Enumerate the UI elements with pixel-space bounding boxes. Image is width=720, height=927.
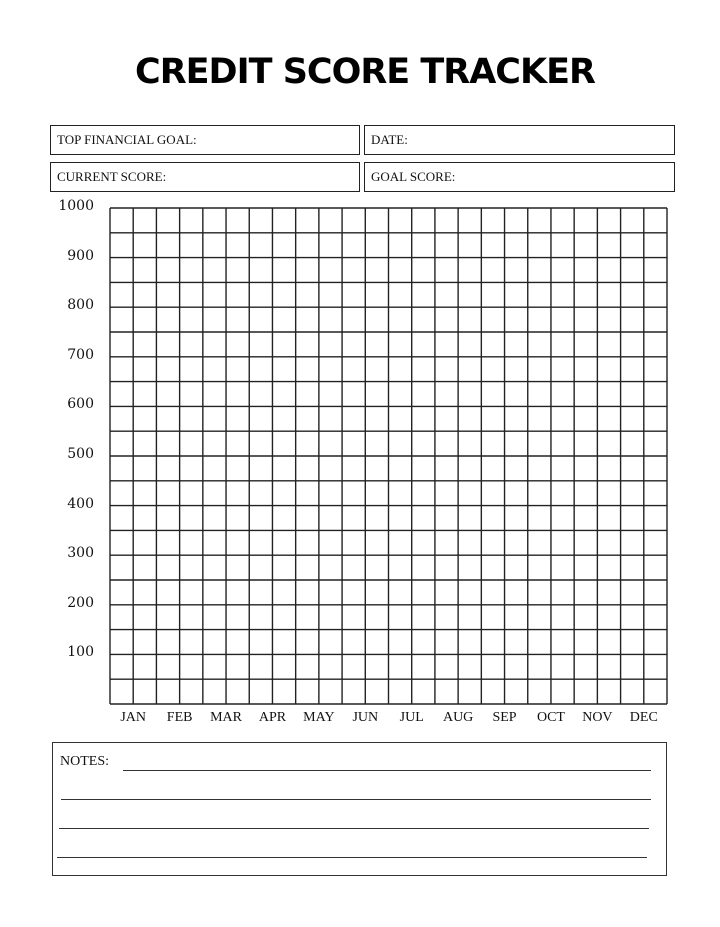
notes-line[interactable]	[57, 857, 647, 858]
y-tick-label: 900	[67, 247, 94, 264]
x-tick-label: MAY	[303, 710, 335, 725]
current-score-label: CURRENT SCORE:	[57, 169, 167, 184]
top-financial-goal-label: TOP FINANCIAL GOAL:	[57, 132, 197, 147]
x-tick-label: APR	[258, 710, 287, 725]
notes-line[interactable]	[123, 770, 651, 771]
x-tick-label: FEB	[166, 710, 193, 725]
y-tick-label: 700	[67, 346, 94, 363]
y-tick-label: 100	[67, 644, 94, 661]
x-tick-label: DEC	[629, 710, 658, 725]
x-tick-label: MAR	[210, 710, 242, 725]
x-tick-label: NOV	[582, 710, 613, 725]
x-tick-label: AUG	[442, 710, 474, 725]
notes-box[interactable]	[52, 742, 667, 876]
goal-score-label: GOAL SCORE:	[371, 169, 456, 184]
y-tick-label: 600	[67, 396, 94, 413]
y-tick-label: 300	[67, 545, 94, 562]
y-tick-label: 500	[67, 446, 94, 462]
x-tick-label: JUL	[399, 710, 424, 725]
y-tick-label: 400	[67, 495, 94, 512]
x-tick-label: JUN	[352, 710, 379, 725]
notes-label: NOTES:	[60, 754, 109, 769]
x-tick-label: OCT	[536, 710, 565, 725]
page-title: CREDIT SCORE TRACKER	[135, 52, 595, 92]
x-tick-label: SEP	[492, 710, 517, 725]
date-label: DATE:	[371, 132, 408, 147]
y-tick-label: 800	[67, 297, 94, 314]
notes-line[interactable]	[61, 799, 651, 800]
notes-line[interactable]	[59, 828, 649, 829]
y-tick-label: 200	[67, 594, 94, 611]
x-tick-label: JAN	[120, 710, 147, 725]
y-tick-label: 1000	[58, 198, 94, 214]
